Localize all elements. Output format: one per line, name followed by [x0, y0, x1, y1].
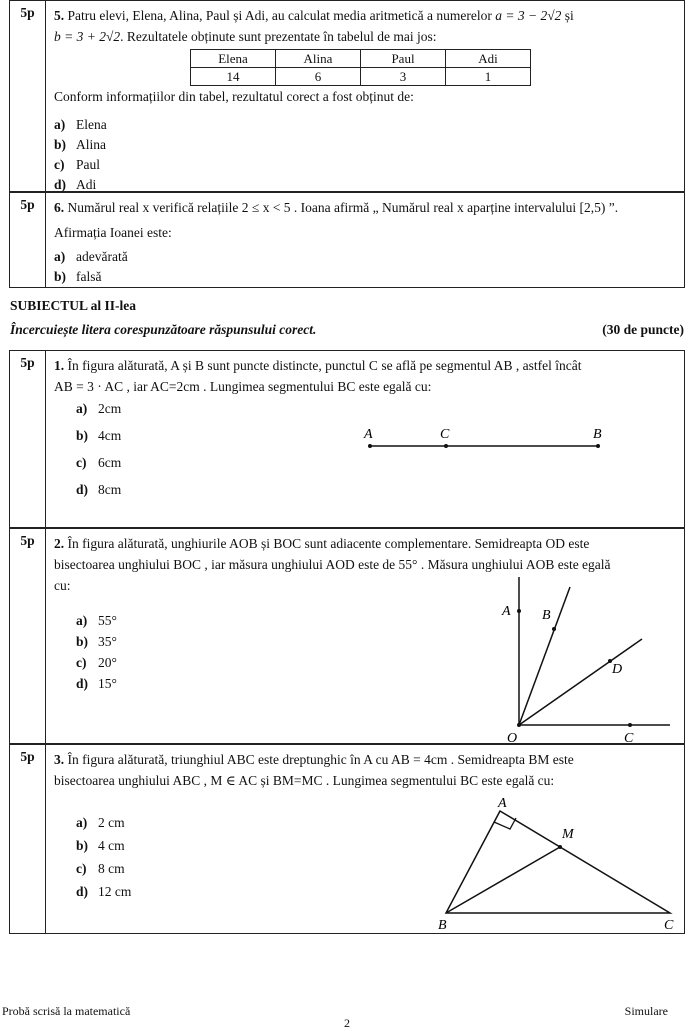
s2-question-1-content	[54, 355, 676, 397]
conjunction: și	[564, 8, 574, 23]
s2-question-1-line2: AB = 3 · AC , iar AC=2cm . Lungimea segmentului BC este egală cu:	[54, 379, 432, 394]
page-number: 2	[344, 1016, 350, 1030]
label-b: B	[542, 608, 551, 623]
label-c: C	[664, 918, 674, 933]
table-header-row	[191, 50, 531, 68]
label-b: B	[593, 427, 602, 442]
question-6-box	[9, 192, 685, 288]
question-5-content	[54, 5, 676, 47]
triangle-abc	[446, 811, 670, 913]
s2-question-2-line3: cu:	[54, 578, 71, 593]
points-label: 5p	[10, 529, 46, 743]
points-label: 5p	[10, 745, 46, 933]
option-b[interactable]: b) 35°	[76, 634, 117, 649]
option-c[interactable]: c) 8 cm	[76, 861, 125, 876]
question-6-content	[54, 197, 676, 287]
table-row	[191, 68, 531, 86]
label-a: A	[364, 427, 373, 442]
question-number: 1.	[54, 358, 65, 373]
option-a[interactable]: a) 2cm	[76, 401, 122, 416]
ray-od	[519, 639, 642, 725]
angles-figure	[490, 569, 690, 745]
option-d[interactable]: d) 15°	[76, 676, 117, 691]
s2-question-3-line2: bisectoarea unghiului ABC , M ∈ AC și BM=MC . Lungimea segmentului BC este egală cu:	[54, 773, 555, 788]
points-label: 5p	[10, 1, 46, 191]
footer-right: Simulare	[624, 1004, 668, 1018]
expression-b: b = 3 + 2√2	[54, 29, 121, 44]
question-5-prompt: Conform informațiilor din tabel, rezultatul corect a fost obținut de:	[54, 89, 414, 104]
option-d[interactable]: d) 8cm	[76, 482, 122, 497]
option-a[interactable]: a) Elena	[54, 117, 107, 132]
point-a	[517, 609, 521, 613]
point-b	[596, 444, 600, 448]
s2-question-3-line1: În figura alăturată, triunghiul ABC este dreptunghic în A cu AB = 4cm . Semidreapta BM este	[67, 752, 574, 767]
label-c: C	[624, 731, 634, 745]
option-c[interactable]: c) Paul	[54, 157, 101, 172]
s2-question-3-content	[54, 749, 676, 791]
option-a[interactable]: a) 2 cm	[76, 815, 125, 830]
question-5-text: Patru elevi, Elena, Alina, Paul și Adi, au calculat media aritmetică a numerelor	[67, 8, 492, 23]
table-header-cell: Paul	[361, 50, 446, 68]
question-number: 6.	[54, 200, 65, 215]
answer-options	[54, 247, 676, 287]
point-o	[517, 723, 521, 727]
option-b[interactable]: b) Alina	[54, 137, 106, 152]
s2-question-2-box	[9, 528, 685, 744]
table-cell: 14	[191, 68, 276, 86]
answer-options	[76, 399, 121, 507]
question-number: 3.	[54, 752, 65, 767]
points-label: 5p	[10, 193, 46, 287]
option-c[interactable]: c) 6cm	[76, 455, 122, 470]
question-5-box	[9, 0, 685, 192]
question-6-prompt: Afirmația Ioanei este:	[54, 225, 172, 240]
table-cell: 6	[276, 68, 361, 86]
question-5-line2	[54, 26, 676, 47]
right-angle-mark	[494, 818, 516, 829]
point-c	[628, 723, 632, 727]
footer-left: Probă scrisă la matematică	[2, 1004, 131, 1018]
answer-options	[76, 611, 117, 695]
triangle-figure	[426, 795, 686, 933]
option-b[interactable]: b) 4 cm	[76, 838, 125, 853]
points-label: 5p	[10, 351, 46, 527]
table-cell: 1	[446, 68, 531, 86]
label-a: A	[498, 796, 507, 811]
table-cell: 3	[361, 68, 446, 86]
point-a	[368, 444, 372, 448]
question-5-text2: . Rezultatele obținute sunt prezentate în tabelul de mai jos:	[120, 29, 437, 44]
label-m: M	[562, 827, 574, 842]
question-number: 5.	[54, 8, 65, 23]
answer-options	[54, 115, 107, 195]
label-a: A	[502, 604, 511, 619]
option-d[interactable]: d) Adi	[54, 177, 97, 192]
label-o: O	[507, 731, 518, 745]
table-header-cell: Adi	[446, 50, 531, 68]
question-5-line1	[54, 5, 676, 26]
option-a[interactable]: a) adevărată	[54, 249, 128, 264]
segment-figure	[350, 421, 620, 461]
s2-question-2-line1: În figura alăturată, unghiurile AOB și BOC sunt adiacente complementare. Semidreapta OD este	[67, 536, 590, 551]
option-a[interactable]: a) 55°	[76, 613, 117, 628]
option-d[interactable]: d) 12 cm	[76, 884, 132, 899]
option-b[interactable]: b) 4cm	[76, 428, 122, 443]
point-c	[444, 444, 448, 448]
label-c: C	[440, 427, 450, 442]
question-number: 2.	[54, 536, 65, 551]
label-b: B	[438, 918, 447, 933]
s2-question-1-line1: În figura alăturată, A și B sunt puncte distincte, punctul C se află pe segmentul AB , astfel încât	[67, 358, 582, 373]
s2-question-3-box	[9, 744, 685, 934]
section-instruction: Încercuiește litera corespunzătoare răspunsului corect.	[10, 322, 317, 337]
results-table	[190, 49, 531, 86]
point-b	[552, 627, 556, 631]
option-b[interactable]: b) falsă	[54, 269, 102, 284]
s2-question-1-box	[9, 350, 685, 528]
table-header-cell: Alina	[276, 50, 361, 68]
s2-question-2-line2: bisectoarea unghiului BOC , iar măsura unghiului AOD este de 55° . Măsura unghiului AOB este egală	[54, 557, 611, 572]
section-score: (30 de puncte)	[602, 322, 684, 337]
answer-options	[76, 813, 131, 905]
expression-a: a = 3 − 2√2	[495, 8, 562, 23]
section-title: SUBIECTUL al II-lea	[10, 298, 137, 313]
option-c[interactable]: c) 20°	[76, 655, 117, 670]
table-header-cell: Elena	[191, 50, 276, 68]
question-6-text: Numărul real x verifică relațiile 2 ≤ x < 5 . Ioana afirmă „ Numărul real x aparține intervalului [2,5) ”.	[67, 200, 619, 215]
point-m	[558, 845, 562, 849]
label-d: D	[612, 662, 623, 677]
